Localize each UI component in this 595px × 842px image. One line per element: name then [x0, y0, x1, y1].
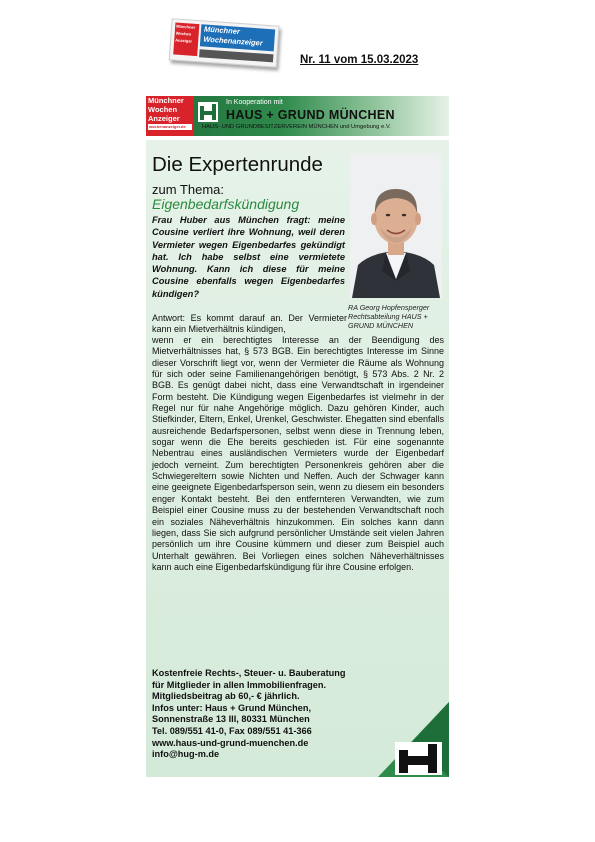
info-line: Kostenfreie Rechts-, Steuer- u. Bauberatung	[152, 668, 346, 678]
mwa-logo-line: Anzeiger	[148, 114, 180, 123]
mwa-logo-line: Münchner	[148, 96, 184, 105]
info-line: Mitgliedsbeitrag ab 60,- € jährlich.	[152, 691, 300, 702]
info-line: Infos unter: Haus + Grund München,	[152, 702, 312, 713]
info-line: info@hug-m.de	[152, 749, 220, 760]
mwa-logo	[146, 96, 194, 136]
topic: Eigenbedarfskündigung	[152, 196, 300, 212]
article-title: Die Expertenrunde	[152, 153, 323, 176]
reader-question: Frau Huber aus München fragt: meine Cousine verliert ihre Wohnung, weil deren Vermieter wegen Eigenbedarfes gekündigt hat. Ich habe selbst eine vermietete Wohnung. Kann ich diese für meine Cousine ebenfalls wegen Eigenbedarfes kündigen?	[152, 215, 345, 299]
issue-number: Nr. 11 vom 15.03.2023	[300, 54, 419, 66]
info-line: Sonnenstraße 13 III, 80331 München	[152, 714, 310, 725]
article-panel	[146, 140, 449, 777]
banner-verein: HAUS- UND GRUNDBESITZERVEREIN MÜNCHEN und Umgebung e.V.	[202, 124, 391, 130]
expert-portrait-photo	[350, 153, 442, 298]
newspaper-logo-blue-line: Münchner	[203, 24, 241, 36]
banner-org-name: HAUS + GRUND MÜNCHEN	[226, 108, 395, 122]
newspaper-logo-red-block	[173, 22, 199, 56]
topic-prefix: zum Thema:	[152, 182, 225, 197]
info-line: für Mitglieder in allen Immobilienfragen.	[152, 679, 327, 690]
newspaper-logo-blue-block	[200, 24, 275, 51]
info-line: Tel. 089/551 41-0, Fax 089/551 41-366	[152, 725, 312, 736]
newspaper-logo-red-line: Wochen	[175, 30, 192, 37]
newspaper-logo-stripe	[199, 49, 273, 62]
haus-grund-logo-icon	[198, 102, 218, 122]
photo-caption: RA Georg Hopfensperger Rechtsabteilung HAUS + GRUND MÜNCHEN	[348, 303, 430, 330]
newspaper-logo-blue-line: Wochenanzeiger	[203, 34, 264, 48]
haus-grund-corner-logo-icon	[378, 702, 449, 777]
banner-kooperation: In Kooperation mit	[226, 99, 283, 106]
banner	[146, 96, 449, 136]
newspaper-logo-red-line: Anzeiger	[175, 37, 193, 44]
newspaper-logo	[169, 18, 282, 72]
info-box	[152, 668, 392, 761]
answer-intro: Antwort: Es kommt darauf an. Der Vermieter kann ein Mietverhältnis kündigen,	[152, 313, 347, 335]
info-line: www.haus-und-grund-muenchen.de	[152, 737, 309, 748]
newspaper-logo-red-line: Münchner	[176, 23, 196, 30]
mwa-logo-tag: wochenanzeiger.de	[148, 124, 192, 130]
mwa-logo-line: Wochen	[148, 105, 178, 114]
answer-body: wenn er ein berechtigtes Interesse an der Beendigung des Mietverhältnisses hat, § 573 BGB. Ein berechtigtes Interesse im Sinne dieser Vorschrift liegt vor, wenn der Vermieter die Räume als Wohnung für sich oder seine Familienangehörigen benötigt, § 573 Abs. 2 Nr. 2 BGB. Es genügt dabei nicht, dass eine Verwandtschaft in irgendeiner Form besteht. Die Kündigung wegen Eigenbedarfes ist vielmehr in der Regel nur für nahe Angehörige möglich. Dazu gehören Kinder, auch Stiefkinder, Eltern, Enkel, Urenkel, Geschwister. Ehegatten sind ebenfalls ausreichende Bedarfspersonen, selbst wenn diese in Trennung leben, sogar wenn die Ehe bereits geschieden ist. Für eine sogenannte Nebentrau eines ausländischen Vermieters wurde der Eigenbedarf jedoch verneint. Zum berechtigten Personenkreis gehören aber die Schwiegereltern sowie Nichten und Neffen. Auch der Schwager kann eine geeignete Eigenbedarfsperson sein, wenn zu diesem ein besonders enger Kontakt besteht. Bei den entfernteren Verwandten, wie zum Beispiel einer Cousine muss zu der bestehenden Verwandtschaft noch ein soziales Näheverhältnis hinzukommen. Ein solches kann dann liegen, dass Sie sich aufgrund persönlicher Umstände seit vielen Jahren persönlich um ihre Cousine kümmern und dieser zum Beispiel auch Unterhalt gewähren. Bei Vorliegen eines solchen Näheverhältnisses kann auch eine Eigenbedarfskündigung für ihre Cousine erfolgen.	[152, 335, 444, 572]
